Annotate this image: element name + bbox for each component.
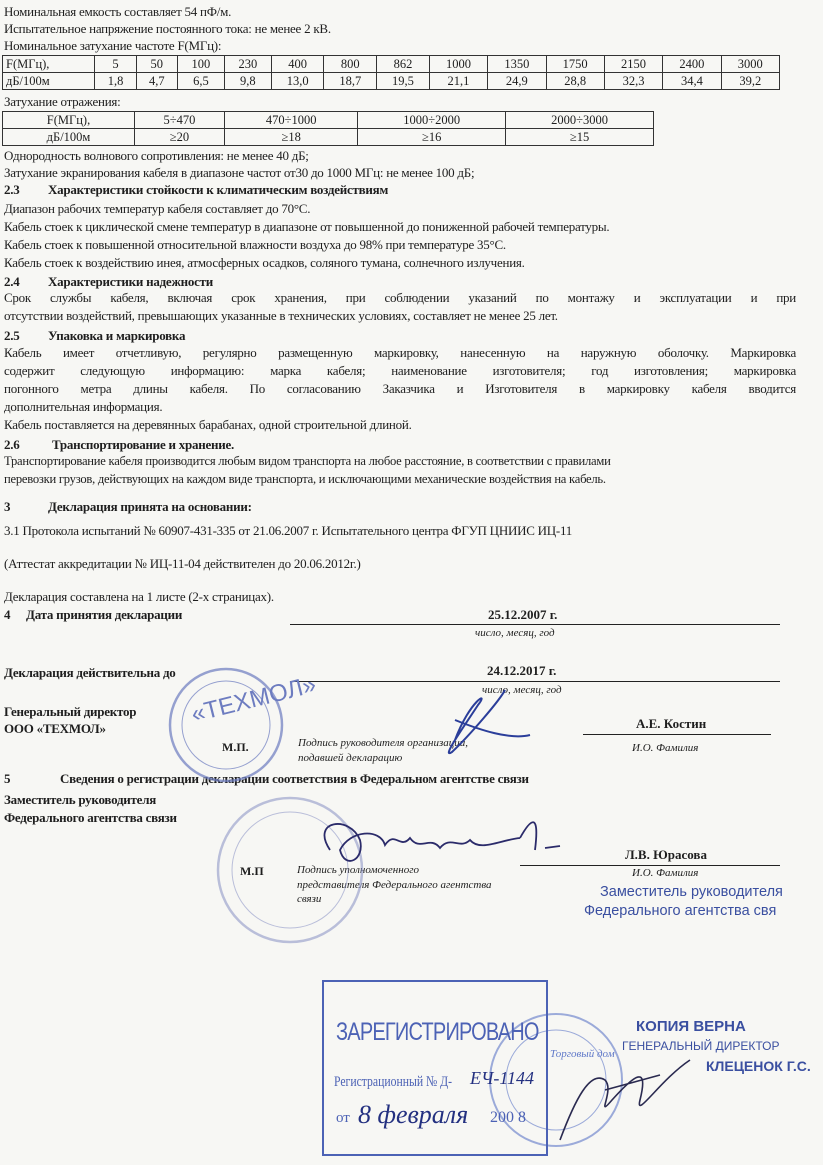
row-label: F(МГц), [3,112,135,129]
registration-from-label: от [336,1110,350,1126]
table-cell: 2150 [604,56,662,73]
section-number: 2.4 [4,274,20,289]
date-underline [290,624,780,625]
table-cell: 1000÷2000 [358,112,506,129]
sign-caption: связи [297,893,322,905]
table-cell: 1,8 [95,73,136,90]
section-2-5-heading [4,328,185,344]
mp-label: М.П [240,864,264,878]
table-cell: 6,5 [177,73,224,90]
name-caption: И.О. Фамилия [632,867,699,879]
section-2-4-heading [4,274,213,290]
section-title: Декларация принята на основании: [48,499,252,514]
temol-seal-text: «ТЕХМОЛ» [188,670,319,729]
name-underline [583,734,771,735]
text-line: Кабель имеет отчетливую, регулярно размещенную маркировку, нанесенную на наружную оболочку. Маркировка [4,345,796,360]
text-line: Кабель стоек к воздействию инея, атмосферных осадков, соляного тумана, солнечного излучения. [4,255,525,270]
section-number: 2.6 [4,437,20,452]
attenuation-table [2,55,780,90]
table-cell: 100 [177,56,224,73]
uniformity-line: Однородность волнового сопротивления: не менее 40 дБ; [4,148,309,163]
official-name: Л.В. Юрасова [625,847,707,862]
section-title: Характеристики надежности [48,274,214,289]
table-cell: 50 [136,56,177,73]
copy-signature [560,1060,690,1140]
registration-number: ЕЧ-1144 [470,1068,535,1088]
copy-director-title: ГЕНЕРАЛЬНЫЙ ДИРЕКТОР [622,1039,780,1053]
section-number: 5 [4,771,11,786]
text-line: погонного метра длины кабеля. По согласованию Заказчика и Изготовителя в маркировку кабеля вводится [4,381,796,396]
director-title: Генеральный директор [4,704,137,719]
table-cell: 21,1 [429,73,487,90]
registration-title: ЗАРЕГИСТРИРОВАНО [336,1018,539,1046]
text-line: Кабель стоек к циклической смене температур в диапазоне от повышенной до пониженной рабочей температуры. [4,219,610,234]
screening-line: Затухание экранирования кабеля в диапазоне частот от30 до 1000 МГц: не менее 100 дБ; [4,165,475,180]
section-4-heading [4,607,182,623]
reflection-title: Затухание отражения: [4,94,121,109]
section-title: Транспортирование и хранение. [52,437,234,452]
section-title: Упаковка и маркировка [48,328,186,343]
table-cell: 19,5 [377,73,430,90]
section-number: 2.3 [4,182,20,197]
section-2-3-heading [4,182,388,198]
section-number: 2.5 [4,328,20,343]
table-cell: 3000 [721,56,779,73]
section-number: 3 [4,499,11,514]
company-name: ООО «ТЕХМОЛ» [4,721,106,736]
table-cell: ≥15 [506,129,654,146]
table-cell: 5 [95,56,136,73]
acceptance-date: 25.12.2007 г. [488,607,558,622]
valid-date-underline [290,681,780,682]
sign-caption: Подпись уполномоченного [297,864,420,876]
attenuation-title: Номинальное затухание частоте F(МГц): [4,38,222,53]
table-row [3,73,780,90]
text-line: отсутствии воздействий, превышающих указанные в технических условиях, составляет не менее 25 лет. [4,308,558,323]
table-cell: 39,2 [721,73,779,90]
valid-date-caption: число, месяц, год [482,684,562,696]
mp-label: М.П. [222,740,249,754]
table-cell: ≥18 [224,129,357,146]
table-cell: 400 [271,56,324,73]
row-label: дБ/100м [3,73,95,90]
table-cell: 9,8 [224,73,271,90]
text-line: Кабель стоек к повышенной относительной влажности воздуха до 98% при температуре 35°С. [4,237,506,252]
official-underline [520,865,780,866]
section-title: Сведения о регистрации декларации соответствия в Федеральном агентстве связи [60,771,529,786]
sign-caption: Подпись руководителя организации, [298,737,469,749]
voltage-line: Испытательное напряжение постоянного тока: не менее 2 кВ. [4,21,331,36]
section-title: Характеристики стойкости к климатическим воздействиям [48,182,389,197]
date-caption: число, месяц, год [475,627,555,639]
copy-director-name: КЛЕЦЕНОК Г.С. [706,1058,811,1074]
table-cell: 2000÷3000 [506,112,654,129]
sign-caption: подавшей декларацию [298,752,403,764]
registration-date: 8 февраля [358,1100,469,1129]
table-row [3,56,780,73]
seal-text: Торговый дом [550,1048,615,1060]
registration-stamp [322,980,548,1156]
table-cell: 13,0 [271,73,324,90]
table-cell: ≥20 [135,129,225,146]
registration-number-label: Регистрационный № Д- [334,1074,453,1090]
director-name: А.Е. Костин [636,716,707,731]
text-line: Кабель поставляется на деревянных барабанах, одной строительной длиной. [4,417,412,432]
text-line: дополнительная информация. [4,399,163,414]
row-label: F(МГц), [3,56,95,73]
table-cell: 1350 [488,56,546,73]
text-line: Транспортирование кабеля производится любым видом транспорта на любое расстояние, в соответствии с правилами [4,454,611,468]
table-cell: 28,8 [546,73,604,90]
table-cell: 1000 [429,56,487,73]
valid-until-date: 24.12.2017 г. [487,663,557,678]
agency-signature [324,822,560,861]
name-caption: И.О. Фамилия [632,742,699,754]
section-number: 4 [4,607,11,622]
text-line: Срок службы кабеля, включая срок хранения, при соблюдении указаний по монтажу и эксплуатации и при [4,290,796,305]
copy-verified: КОПИЯ ВЕРНА [636,1018,746,1035]
blue-stamp-line: Заместитель руководителя [600,884,783,900]
row-label: дБ/100м [3,129,135,146]
text-line: перевозки грузов, действующих на каждом виде транспорта, и исключающими механические воздействия на кабель. [4,472,606,486]
table-cell: 4,7 [136,73,177,90]
valid-until-label: Декларация действительна до [4,665,176,680]
table-row [3,112,654,129]
text-line: содержит следующую информацию: марка кабеля; наименование изготовителя; год изготовления; маркировка [4,363,796,378]
sign-caption: представителя Федерального агентства [297,879,492,891]
section-3-heading [4,499,252,515]
section-2-6-heading [4,437,234,453]
role-line: Федерального агентства связи [4,810,177,825]
protocol-line: 3.1 Протокола испытаний № 60907-431-335 от 21.06.2007 г. Испытательного центра ФГУП ЦНИИС ИЦ-11 [4,523,573,538]
table-cell: 18,7 [324,73,377,90]
table-row [3,129,654,146]
role-line: Заместитель руководителя [4,792,157,807]
table-cell: 32,3 [604,73,662,90]
reflection-table [2,111,654,146]
capacity-line: Номинальная емкость составляет 54 пФ/м. [4,4,232,19]
table-cell: 34,4 [663,73,721,90]
section-title: Дата принятия декларации [26,607,183,622]
text-line: Диапазон рабочих температур кабеля составляет до 70°С. [4,201,311,216]
table-cell: 862 [377,56,430,73]
table-cell: 5÷470 [135,112,225,129]
table-cell: ≥16 [358,129,506,146]
table-cell: 1750 [546,56,604,73]
table-cell: 2400 [663,56,721,73]
table-cell: 800 [324,56,377,73]
table-cell: 24,9 [488,73,546,90]
table-cell: 230 [224,56,271,73]
section-5-heading [4,771,529,787]
registration-year: 200 8 [490,1109,526,1126]
table-cell: 470÷1000 [224,112,357,129]
sheets-line: Декларация составлена на 1 листе (2-х страницах). [4,589,274,604]
attestat-line: (Аттестат аккредитации № ИЦ-11-04 действителен до 20.06.2012г.) [4,556,361,571]
blue-stamp-line: Федерального агентства свя [584,903,777,919]
